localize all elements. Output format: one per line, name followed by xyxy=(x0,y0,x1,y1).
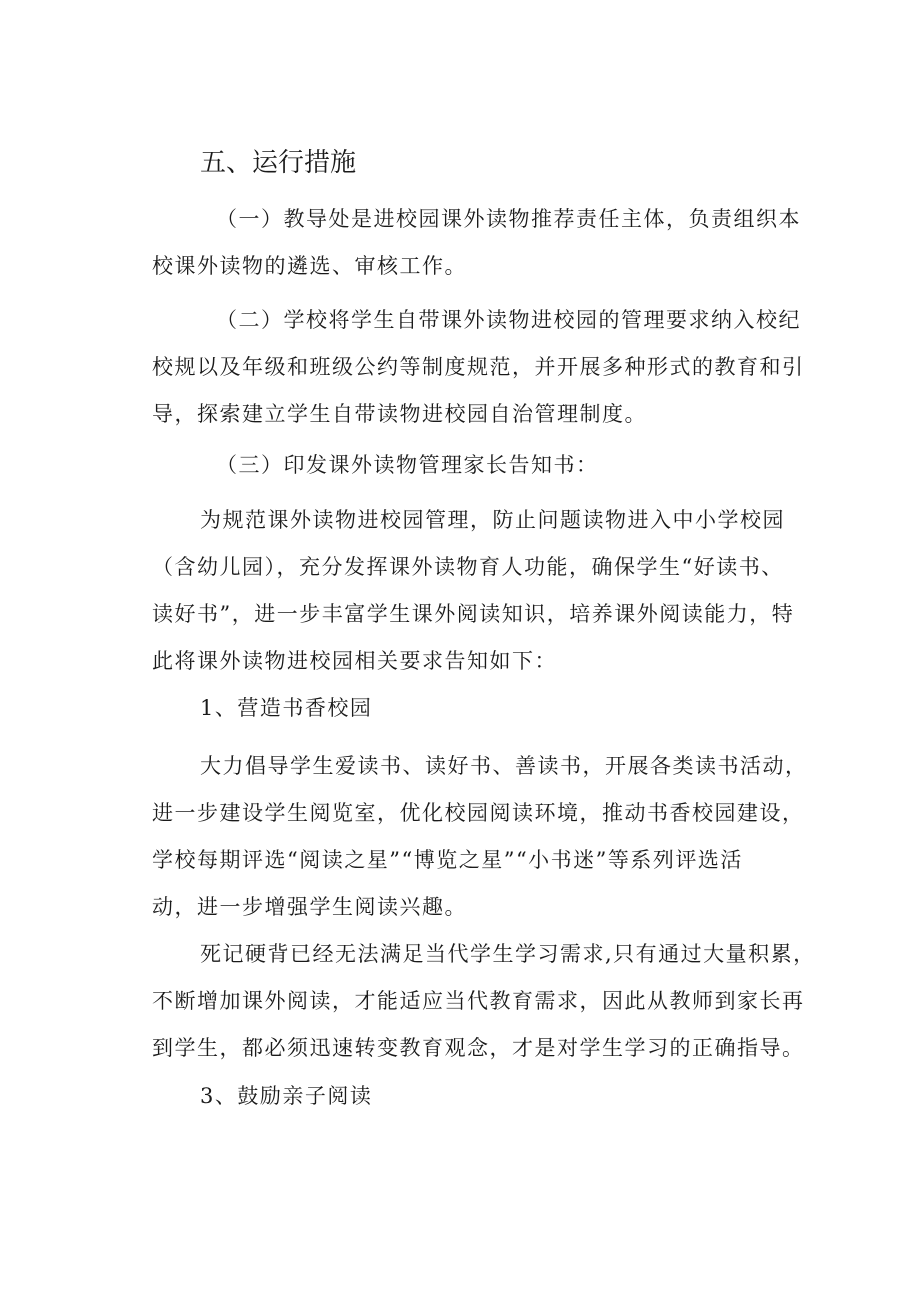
text-line: 学校每期评选“阅读之星”“博览之星”“小书迷”等系列评选活 xyxy=(152,848,743,872)
text-line: （含幼儿园），充分发挥课外读物育人功能，确保学生“好读书、 xyxy=(152,555,784,579)
section-title: 五、运行措施 xyxy=(200,148,357,178)
text-line: 1、营造书香校园 xyxy=(200,696,373,720)
text-line: 到学生，都必须迅速转变教育观念，才是对学生学习的正确指导。 xyxy=(152,1036,805,1060)
text-line: （二）学校将学生自带课外读物进校园的管理要求纳入校纪 xyxy=(216,308,801,332)
text-line: 读好书”，进一步丰富学生课外阅读知识，培养课外阅读能力，特 xyxy=(152,602,795,626)
paragraph-parent-notice-heading xyxy=(152,442,824,489)
paragraph-item-3-title xyxy=(152,1073,824,1120)
text-line: 导，探索建立学生自带读物进校园自治管理制度。 xyxy=(152,402,647,426)
text-line: 大力倡导学生爱读书、读好书、善读书，开展各类读书活动， xyxy=(200,754,808,778)
paragraph-reading-activities xyxy=(152,743,824,931)
paragraph-item-1-title xyxy=(152,685,824,732)
paragraph-notice-body xyxy=(152,497,824,685)
text-line: 此将课外读物进校园相关要求告知如下： xyxy=(152,649,557,673)
text-line: （三）印发课外读物管理家长告知书： xyxy=(216,453,599,477)
text-line: 3、鼓励亲子阅读 xyxy=(200,1084,373,1108)
paragraph-school-rules xyxy=(152,297,824,438)
text-line: 死记硬背已经无法满足当代学生学习需求,只有通过大量积累， xyxy=(200,942,816,966)
text-line: 校规以及年级和班级公约等制度规范，并开展多种形式的教育和引 xyxy=(152,355,805,379)
text-line: 不断增加课外阅读，才能适应当代教育需求，因此从教师到家长再 xyxy=(152,989,805,1013)
paragraph-teaching-office xyxy=(152,196,824,290)
text-line: 为规范课外读物进校园管理，防止问题读物进入中小学校园 xyxy=(200,508,785,532)
text-line: 进一步建设学生阅览室，优化校园阅读环境，推动书香校园建设， xyxy=(152,801,805,825)
text-line: 校课外读物的遴选、审核工作。 xyxy=(152,254,467,278)
paragraph-education-concept xyxy=(152,931,824,1072)
text-line: （一）教导处是进校园课外读物推荐责任主体，负责组织本 xyxy=(216,207,801,231)
text-line: 动，进一步增强学生阅读兴趣。 xyxy=(152,895,467,919)
